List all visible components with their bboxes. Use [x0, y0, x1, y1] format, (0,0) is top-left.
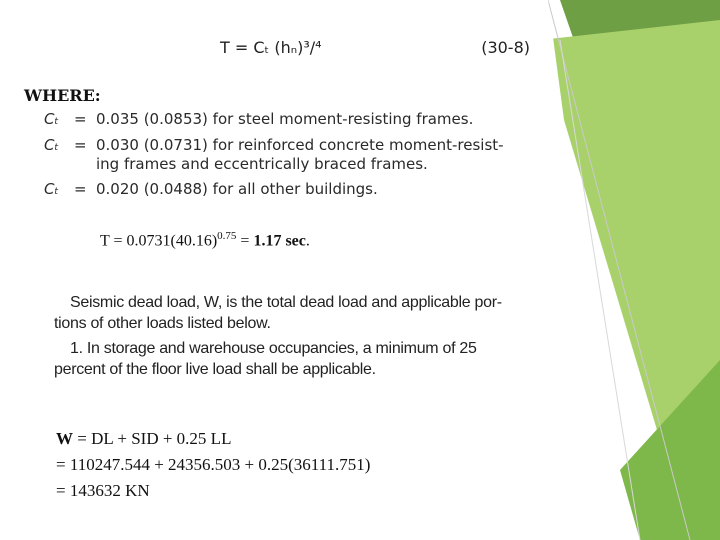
period-formula — [220, 36, 530, 62]
ct-equals: = — [74, 136, 87, 154]
equation-number: (30-8) — [481, 38, 530, 57]
seismic-dead-load-text — [54, 292, 524, 380]
ct-description: 0.020 (0.0488) for all other buildings. — [96, 180, 378, 198]
ct-symbol: Cₜ — [44, 136, 59, 154]
weight-calculation — [56, 426, 370, 504]
ct-description-continued: ing frames and eccentrically braced frames. — [96, 155, 428, 173]
ct-equals: = — [74, 110, 87, 128]
period-calculation — [100, 230, 310, 250]
sdl-line: percent of the floor live load shall be applicable. — [54, 361, 376, 378]
sdl-line: tions of other loads listed below. — [54, 315, 271, 332]
weight-line-1 — [56, 426, 370, 452]
ct-description: 0.035 (0.0853) for steel moment-resisting frames. — [96, 110, 474, 128]
ct-description: 0.030 (0.0731) for reinforced concrete moment-resist- — [96, 136, 504, 154]
sdl-line: 1. In storage and warehouse occupancies, a minimum of 25 — [70, 340, 477, 357]
weight-line-2: = 110247.544 + 24356.503 + 0.25(36111.751) — [56, 455, 371, 474]
period-calc-suffix: . — [305, 232, 310, 250]
sdl-line: Seismic dead load, W, is the total dead load and applicable por- — [70, 294, 502, 311]
ct-equals: = — [74, 180, 87, 198]
weight-line-3: = 143632 KN — [56, 481, 150, 500]
where-label: WHERE: — [24, 86, 101, 105]
weight-equation: = DL + SID + 0.25 LL — [73, 429, 232, 448]
weight-symbol: W — [56, 429, 73, 448]
ct-symbol: Cₜ — [44, 180, 59, 198]
period-calc-prefix: T = 0.0731(40.16) — [100, 232, 218, 250]
period-calc-equals: = — [236, 232, 254, 250]
ct-symbol: Cₜ — [44, 110, 59, 128]
period-calc-result: 1.17 sec — [253, 232, 306, 250]
period-calc-exponent: 0.75 — [217, 230, 237, 242]
formula-expression: T = Cₜ (hₙ)³/⁴ — [220, 38, 322, 57]
